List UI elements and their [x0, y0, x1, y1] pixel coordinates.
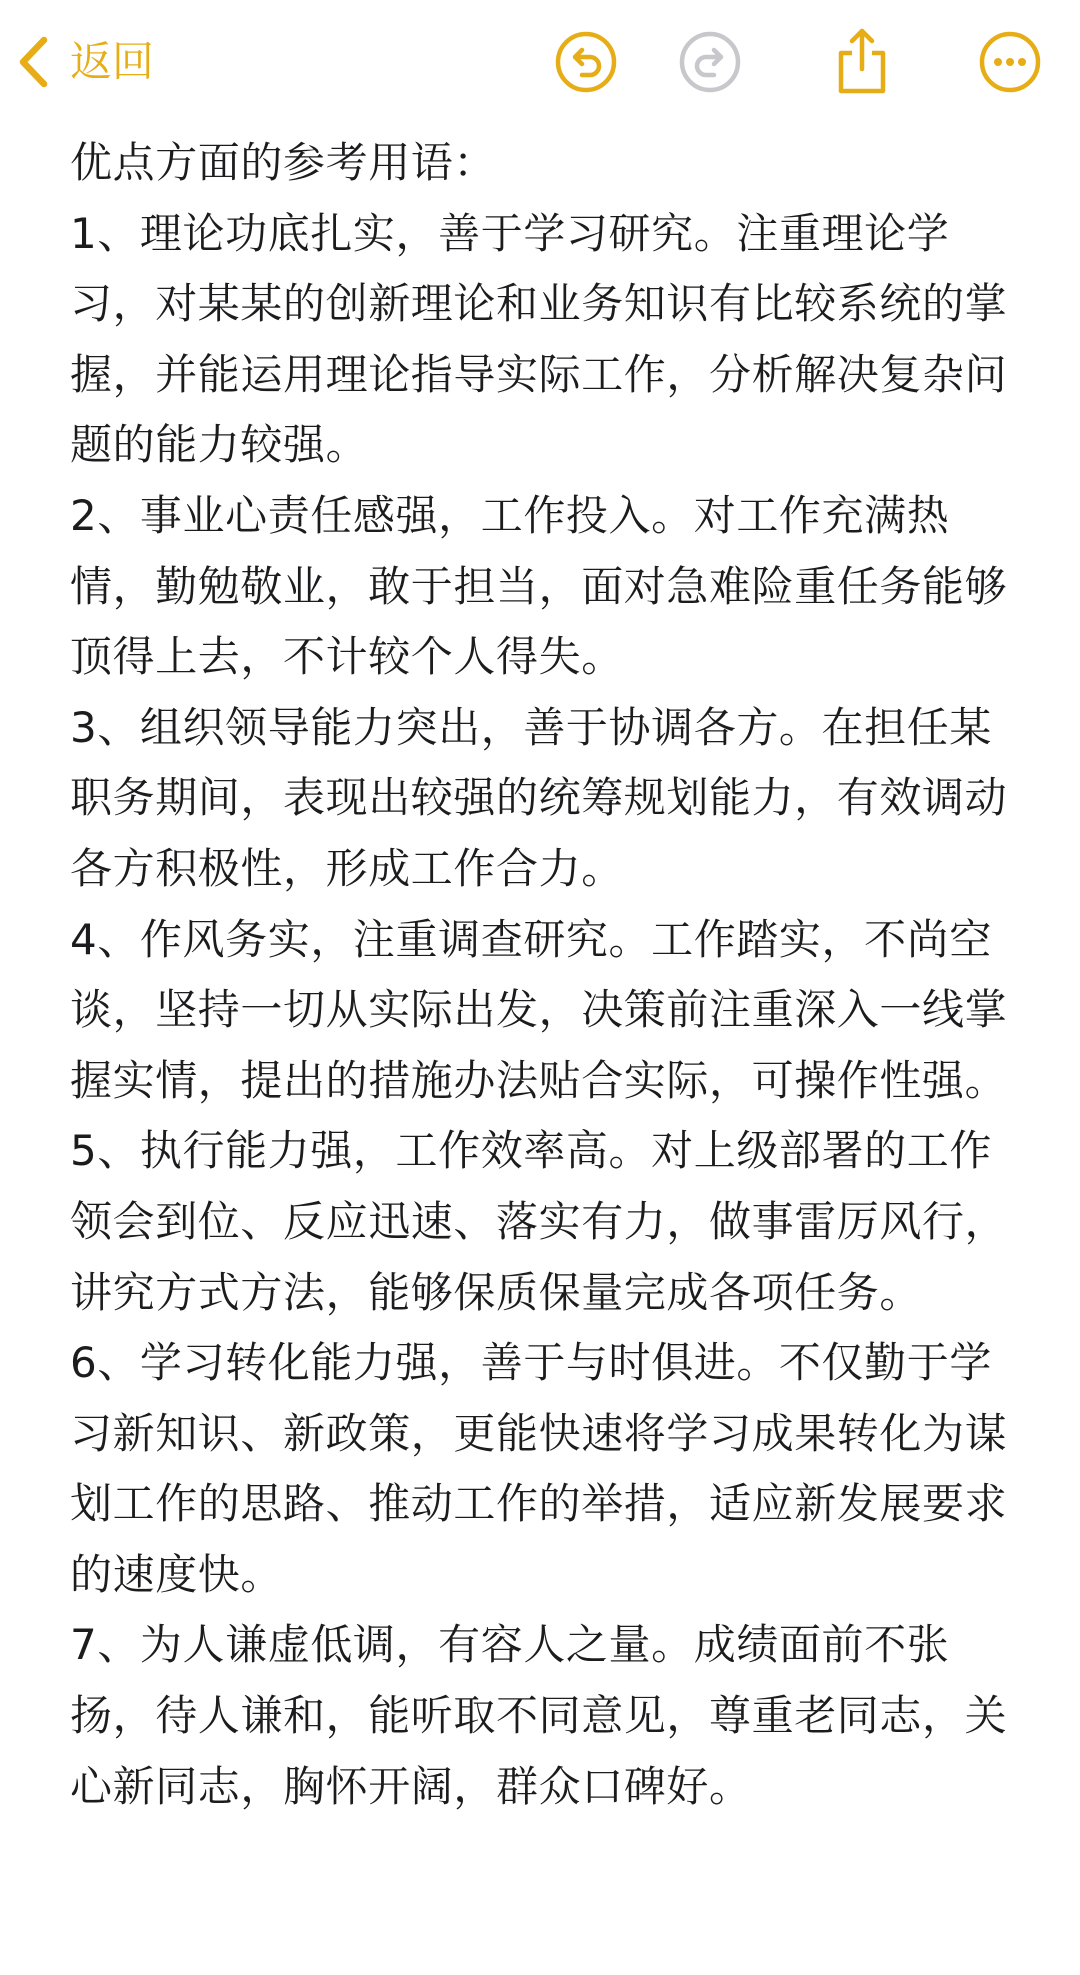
note-item-5: 5、执行能力强，工作效率高。对上级部署的工作领会到位、反应迅速、落实有力，做事雷厉风行，讲究方式方法，能够保质保量完成各项任务。: [70, 1126, 1008, 1317]
note-item-2: 2、事业心责任感强，工作投入。对工作充满热情，勤勉敬业，敢于担当，面对急难险重任务能够顶得上去，不计较个人得失。: [70, 490, 1008, 682]
note-item-1: 1、理论功底扎实，善于学习研究。注重理论学习，对某某的创新理论和业务知识有比较系统的掌握，并能运用理论指导实际工作，分析解决复杂问题的能力较强。: [70, 208, 1008, 470]
back-label: 返回: [70, 37, 155, 86]
redo-icon: [678, 30, 742, 94]
share-button[interactable]: [826, 26, 898, 98]
note-item-7: 7、为人谦虚低调，有容人之量。成绩面前不张扬，待人谦和，能听取不同意见，尊重老同志，关心新同志，胸怀开阔，群众口碑好。: [70, 1620, 1008, 1811]
undo-icon: [554, 30, 618, 94]
chevron-left-icon: [18, 36, 48, 88]
navigation-toolbar: [0, 0, 1080, 120]
redo-button[interactable]: [674, 26, 746, 98]
note-item-4: 4、作风务实，注重调查研究。工作踏实，不尚空谈，坚持一切从实际出发，决策前注重深入一线掌握实情，提出的措施办法贴合实际，可操作性强。: [70, 914, 1008, 1105]
note-heading: 优点方面的参考用语：: [70, 138, 497, 187]
back-button[interactable]: [18, 26, 154, 98]
undo-button[interactable]: [550, 26, 622, 98]
share-icon: [832, 27, 892, 97]
note-item-6: 6、学习转化能力强，善于与时俱进。不仅勤于学习新知识、新政策，更能快速将学习成果转化为谋划工作的思路、推动工作的举措，适应新发展要求的速度快。: [70, 1338, 1008, 1599]
note-body[interactable]: [70, 128, 1014, 1822]
more-button[interactable]: [974, 26, 1046, 98]
more-icon: [978, 30, 1042, 94]
note-item-3: 3、组织领导能力突出，善于协调各方。在担任某职务期间，表现出较强的统筹规划能力，有效调动各方积极性，形成工作合力。: [70, 702, 1008, 893]
